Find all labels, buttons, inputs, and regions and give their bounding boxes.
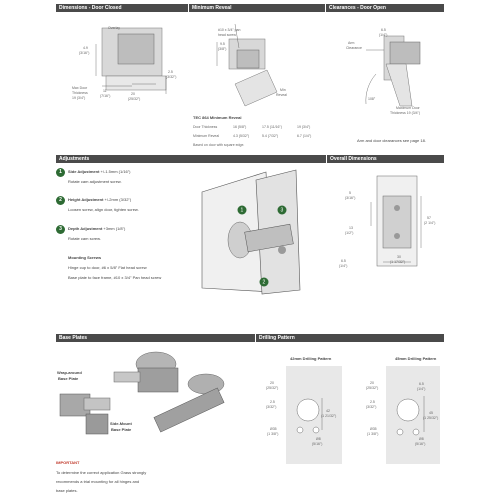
header-drilling-pattern: Drilling Pattern xyxy=(256,334,444,342)
drill42-dim-8-in: (5/16") xyxy=(312,442,323,446)
drill42-dim-25-in: (3/32") xyxy=(266,405,277,409)
adjust-badge-1: 1 xyxy=(56,168,65,177)
overall-dim-30: 30 xyxy=(397,255,401,259)
reveal-row1-c1: 16 (5/8") xyxy=(233,125,247,129)
overall-dim-5: 5 xyxy=(349,191,351,195)
drill45-dim-20: 20 xyxy=(370,381,374,385)
header-minimum-reveal: Minimum Reveal xyxy=(189,4,325,12)
drill45-dim-20-in: (25/32") xyxy=(366,386,379,390)
max-door-label-2: Thickness xyxy=(72,91,88,95)
clear-max-door-2: Thickness 19 (3/4") xyxy=(390,111,421,115)
arm-clearance-1: Arm xyxy=(348,41,355,45)
adjust-value-1: +/-1.5mm (1/16") xyxy=(99,169,131,174)
reveal-row2-c2: 5.4 (7/32") xyxy=(262,134,279,138)
drill42-dim-20: 20 xyxy=(270,381,274,385)
drill42-dim-25: 2.5 xyxy=(270,400,275,404)
drill45-dim-8: Ø8 xyxy=(419,437,424,441)
drill45-dim-35: Ø35 xyxy=(370,427,377,431)
closed-dim-49: 4.9 xyxy=(83,46,88,50)
drill45-dim-25-in: (3/32") xyxy=(366,405,377,409)
reveal-row1-label: Door Thickness xyxy=(193,125,218,129)
drill42-dim-35: Ø35 xyxy=(270,427,277,431)
min-reveal-label-2: Reveal xyxy=(276,93,287,97)
drill45-dim-65-in: (1/4") xyxy=(417,387,426,391)
closed-dim-25: 2.5 xyxy=(168,70,173,74)
overall-dim-57: 57 xyxy=(427,216,431,220)
hinge-adjustment-illustration xyxy=(196,168,326,298)
mounting-screws-1: Hinge cup to door, #6 x 5/8" Flat head screw xyxy=(68,265,147,270)
clear-max-door-1: Maximum Door xyxy=(396,106,420,110)
adjust-title-2: Height Adjustment xyxy=(68,197,104,202)
side-mount-label-1: Side-Mount xyxy=(110,421,132,426)
drill45-dim-25: 2.5 xyxy=(370,400,375,404)
overall-dim-13: 13 xyxy=(349,226,353,230)
overall-dim-65: 6.5 xyxy=(341,259,346,263)
reveal-row1-c3: 19 (3/4") xyxy=(297,125,311,129)
important-heading: IMPORTANT xyxy=(56,460,80,465)
reveal-dim-95: 9.5 xyxy=(220,42,225,46)
base-plates-illustration xyxy=(56,344,255,444)
header-base-plates: Base Plates xyxy=(56,334,255,342)
clearance-note: Arm and door clearances see page 18. xyxy=(357,138,426,143)
adjust-item-3 xyxy=(68,227,125,232)
adjust-badge-3: 3 xyxy=(56,225,65,234)
clear-dim-65-in: (1/4") xyxy=(379,33,388,37)
overall-dim-13-in: (1/2") xyxy=(345,231,354,235)
adjust-item-2 xyxy=(68,198,131,203)
closed-dim-25-in: (3/32") xyxy=(166,75,177,79)
reveal-screw-1: #10 x 3/4" pan xyxy=(218,28,241,32)
minimum-reveal-diagram xyxy=(189,14,325,109)
wrap-around-label-1: Wrap-around xyxy=(57,370,82,375)
overall-dim-5-in: (3/16") xyxy=(345,196,356,200)
header-overall-dimensions: Overall Dimensions xyxy=(327,155,444,163)
reveal-row1-c2: 17.5 (11/16") xyxy=(262,125,282,129)
drill42-dim-42: 42 xyxy=(326,409,330,413)
overlay-label: Overlay xyxy=(108,26,121,30)
header-clearances-open: Clearances - Door Open xyxy=(326,4,444,12)
header-adjustments: Adjustments xyxy=(56,155,326,163)
max-door-label-3: 19 (3/4") xyxy=(72,96,86,100)
svg-text:3: 3 xyxy=(280,207,284,214)
reveal-screw-2: head screw xyxy=(218,33,236,37)
drill45-dim-45: 45 xyxy=(429,411,433,415)
adjust-badge-2: 2 xyxy=(56,196,65,205)
adjust-value-3: +3mm (1/8") xyxy=(102,226,126,231)
closed-dim-20-in: (25/32") xyxy=(128,97,141,101)
overall-dim-65-in: (1/4") xyxy=(339,264,348,268)
overall-dim-57-in: (2 1/4") xyxy=(424,221,436,225)
side-mount-label-2: Base Plate xyxy=(111,427,132,432)
wrap-around-label-2: Base Plate xyxy=(58,376,79,381)
drill42-dim-20-in: (25/32") xyxy=(266,386,279,390)
adjust-item-1 xyxy=(68,170,131,175)
mounting-screws-title: Mounting Screws xyxy=(68,255,102,260)
drill45-title: 45mm Drilling Pattern xyxy=(395,356,437,361)
open-angle: 108° xyxy=(368,97,376,101)
closed-dim-20: 20 xyxy=(131,92,135,96)
drill45-dim-35-in: (1 3/8") xyxy=(367,432,379,436)
adjust-value-2: +/-2mm (3/32") xyxy=(103,197,132,202)
important-text-2: recommends a trial mounting for all hinges and xyxy=(56,479,140,484)
reveal-dim-95-in: (3/8") xyxy=(218,47,227,51)
arm-clearance-2: Clearance xyxy=(346,46,362,50)
closed-dim-49-in: (3/16") xyxy=(79,51,90,55)
reveal-row2-label: Minimum Reveal xyxy=(193,134,220,138)
drill42-dim-42-in: (1 21/32") xyxy=(321,414,337,418)
svg-text:1: 1 xyxy=(240,207,244,214)
header-dimensions-closed: Dimensions - Door Closed xyxy=(56,4,188,12)
drill42-dim-35-in: (1 3/8") xyxy=(267,432,279,436)
mounting-screws-2: Base plate to face frame, #10 x 3/4" Pan head screw xyxy=(68,275,162,280)
drill42-title: 42mm Drilling Pattern xyxy=(290,356,332,361)
adjust-title-1: Side Adjustment xyxy=(68,169,100,174)
reveal-note: Based on door with square edge. xyxy=(193,143,245,147)
drill45-dim-8-in: (5/16") xyxy=(415,442,426,446)
svg-text:2: 2 xyxy=(262,279,266,286)
closed-dim-11: 11 xyxy=(103,89,107,93)
clear-dim-65: 6.5 xyxy=(381,28,386,32)
adjust-desc-2: Loosen screw, align door, tighten screw. xyxy=(68,207,139,212)
important-text-1: To determine the correct application Grass strongly xyxy=(56,470,147,475)
reveal-table-title: TEC 864 Minimum Reveal xyxy=(193,115,242,120)
reveal-row2-c3: 6.7 (1/4") xyxy=(297,134,312,138)
drill42-dim-8: Ø8 xyxy=(316,437,321,441)
max-door-label-1: Max Door xyxy=(72,86,88,90)
min-reveal-label-1: Min xyxy=(280,88,286,92)
adjust-title-3: Depth Adjustment xyxy=(68,226,103,231)
closed-dim-11-in: (7/16") xyxy=(100,94,111,98)
overall-dim-30-in: (1 17/32") xyxy=(390,260,406,264)
adjust-desc-3: Rotate cam screw. xyxy=(68,236,101,241)
adjust-desc-1: Rotate cam adjustment screw. xyxy=(68,179,122,184)
drill45-dim-65: 6.5 xyxy=(419,382,424,386)
reveal-row2-c1: 4.3 (5/32") xyxy=(233,134,250,138)
important-text-3: base plates. xyxy=(56,488,78,493)
drill45-dim-45-in: (1 25/32") xyxy=(423,416,439,420)
